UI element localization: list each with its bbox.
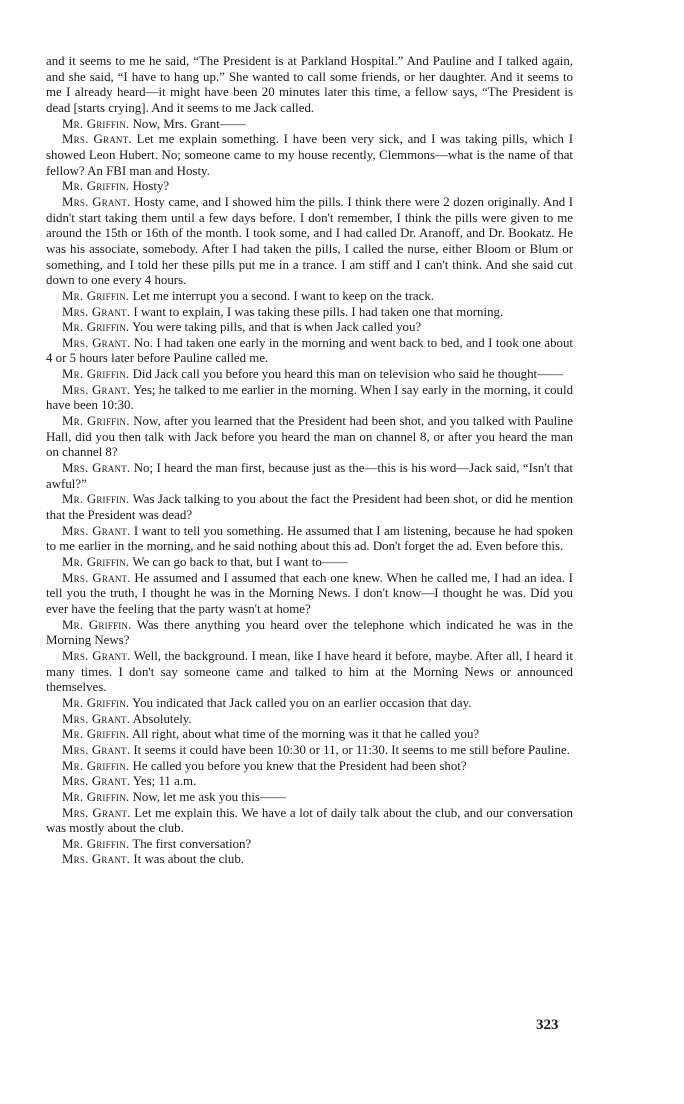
paragraph-text: Now, after you learned that the President had been shot, and you talked with Pauline Hall, did you then talk with Jack before you heard the man on channel 8, or after you heard the man on channel 8?	[46, 414, 573, 460]
paragraph-text: Let me explain this. We have a lot of daily talk about the club, and our conversation was mostly about the club.	[46, 805, 573, 836]
transcript-body	[46, 54, 573, 868]
paragraph-text: Now, Mrs. Grant——	[132, 116, 246, 131]
paragraph-text: Let me interrupt you a second. I want to keep on the track.	[132, 288, 434, 303]
speaker-label: Mr. Griffin.	[62, 555, 130, 569]
speaker-label: Mrs. Grant.	[62, 194, 131, 209]
paragraph-11	[46, 414, 573, 461]
speaker-label: Mr. Griffin.	[62, 617, 132, 632]
paragraph-4	[46, 195, 573, 289]
paragraph-text: I want to explain, I was taking these pills. I had taken one that morning.	[133, 304, 504, 319]
paragraph-text: Was Jack talking to you about the fact the President had been shot, or did he mention that the President was dead?	[46, 492, 573, 523]
paragraph-17	[46, 618, 573, 649]
page-number: 323	[536, 1017, 559, 1033]
paragraph-text: Now, let me ask you this——	[132, 789, 286, 804]
paragraph-text: You indicated that Jack called you on an earlier occasion that day.	[132, 695, 472, 710]
paragraph-text: You were taking pills, and that is when Jack called you?	[132, 320, 422, 335]
paragraph-2	[46, 132, 573, 179]
speaker-label: Mr. Griffin.	[62, 836, 130, 851]
paragraph-14	[46, 524, 573, 555]
paragraph-7	[46, 320, 573, 336]
speaker-label: Mrs. Grant.	[62, 304, 131, 319]
paragraph-22	[46, 743, 573, 759]
paragraph-text: I want to tell you something. He assumed that I am listening, because he had spoken to me earlier in the morning, and he said nothing about this ad. Don't forget the ad. Even before this.	[46, 523, 573, 554]
speaker-label: Mrs. Grant.	[62, 742, 131, 757]
speaker-label: Mrs. Grant.	[62, 774, 131, 789]
speaker-label: Mr. Griffin.	[62, 179, 130, 194]
paragraph-text: Let me explain something. I have been very sick, and I was taking pills, which I showed Leon Hubert. No; someone came to my house recently, Clemmons—what is the name of that fellow? An FBI man and Hosty.	[46, 132, 573, 178]
paragraph-text: Hosty came, and I showed him the pills. I think there were 2 dozen originally. And I didn't start taking them until a few days before. I don't remember, I think the pills were given to me around the 15th or 16th of the month. I took some, and I had called Dr. Aranoff, and Dr. Bookatz. He was his associate, somebody. After I had taken the pills, I called the nurse, either Bloom or Blum or something, and I told her these pills put me in a trance. I am stiff and I can't think. And she said cut down to one every 4 hours.	[46, 194, 573, 288]
speaker-label: Mr. Griffin.	[62, 367, 130, 382]
paragraph-text: The first conversation?	[132, 836, 252, 851]
paragraph-16	[46, 571, 573, 618]
paragraph-text: It was about the club.	[133, 852, 245, 867]
paragraph-text: Yes; he talked to me earlier in the morning. When I say early in the morning, it could have been 10:30.	[46, 382, 574, 413]
paragraph-25	[46, 790, 573, 806]
paragraph-text: Absolutely.	[132, 711, 192, 726]
speaker-label: Mr. Griffin.	[62, 320, 130, 335]
paragraph-0	[46, 54, 573, 117]
paragraph-6	[46, 305, 573, 321]
paragraph-text: It seems it could have been 10:30 or 11, or 11:30. It seems to me still before Pauline.	[133, 742, 570, 757]
paragraph-13	[46, 492, 573, 523]
paragraph-text: He assumed and I assumed that each one knew. When he called me, I had an idea. I tell you the truth, I thought he was in the Morning News. I don't know—I thought he was. Did you ever have the feeling that the party wasn't at home?	[46, 570, 573, 616]
paragraph-text: Well, the background. I mean, like I have heard it before, maybe. After all, I heard it many times. I don't say someone came and talked to him at the Morning News or announced themselves.	[46, 648, 573, 695]
paragraph-text: Did Jack call you before you heard this man on television who said he thought——	[132, 367, 563, 382]
paragraph-text: All right, about what time of the morning was it that he called you?	[131, 727, 480, 742]
paragraph-8	[46, 336, 573, 367]
speaker-label: Mrs. Grant.	[62, 711, 131, 726]
speaker-label: Mrs. Grant.	[62, 852, 131, 867]
paragraph-text: Yes; 11 a.m.	[132, 774, 197, 789]
speaker-label: Mr. Griffin.	[62, 695, 130, 710]
paragraph-19	[46, 696, 573, 712]
speaker-label: Mrs. Grant.	[62, 335, 131, 350]
paragraph-text: He called you before you knew that the President had been shot?	[132, 758, 467, 773]
paragraph-23	[46, 759, 573, 775]
paragraph-18	[46, 649, 573, 696]
paragraph-text: Was there anything you heard over the telephone which indicated he was in the Morning News?	[46, 617, 573, 648]
paragraph-21	[46, 727, 573, 743]
paragraph-12	[46, 461, 573, 492]
speaker-label: Mrs. Grant.	[62, 461, 131, 476]
speaker-label: Mrs. Grant.	[62, 570, 131, 585]
paragraph-26	[46, 806, 573, 837]
paragraph-1	[46, 117, 573, 133]
paragraph-9	[46, 367, 573, 383]
paragraph-15	[46, 555, 573, 571]
paragraph-5	[46, 289, 573, 305]
paragraph-text: No. I had taken one early in the morning and went back to bed, and I took one about 4 or 5 hours later before Pauline called me.	[46, 335, 573, 366]
paragraph-text: and it seems to me he said, “The President is at Parkland Hospital.” And Pauline and I talked again, and she said, “I have to hang up.” She wanted to call some friends, or her daughter. And it seems to me I already heard—it might have been 20 minutes later this time, a fellow says, “The President is dead [starts crying]. And it seems to me Jack called.	[46, 54, 573, 115]
paragraph-24	[46, 774, 573, 790]
speaker-label: Mrs. Grant.	[62, 382, 131, 397]
speaker-label: Mrs. Grant.	[62, 132, 132, 147]
paragraph-3	[46, 179, 573, 195]
paragraph-10	[46, 383, 573, 414]
speaker-label: Mr. Griffin.	[62, 414, 130, 429]
speaker-label: Mr. Griffin.	[62, 758, 130, 773]
paragraph-text: We can go back to that, but I want to——	[132, 555, 348, 569]
speaker-label: Mr. Griffin.	[62, 492, 130, 507]
speaker-label: Mr. Griffin.	[62, 727, 130, 742]
speaker-label: Mr. Griffin.	[62, 789, 130, 804]
paragraph-27	[46, 837, 573, 853]
speaker-label: Mr. Griffin.	[62, 116, 130, 131]
speaker-label: Mr. Griffin.	[62, 288, 130, 303]
speaker-label: Mrs. Grant.	[62, 523, 131, 538]
paragraph-text: No; I heard the man first, because just as the—this is his word—Jack said, “Isn't that awful?”	[46, 461, 573, 491]
paragraph-20	[46, 712, 573, 728]
speaker-label: Mrs. Grant.	[62, 805, 131, 820]
paragraph-text: Hosty?	[132, 179, 170, 194]
paragraph-28	[46, 852, 573, 868]
speaker-label: Mrs. Grant.	[62, 648, 131, 663]
